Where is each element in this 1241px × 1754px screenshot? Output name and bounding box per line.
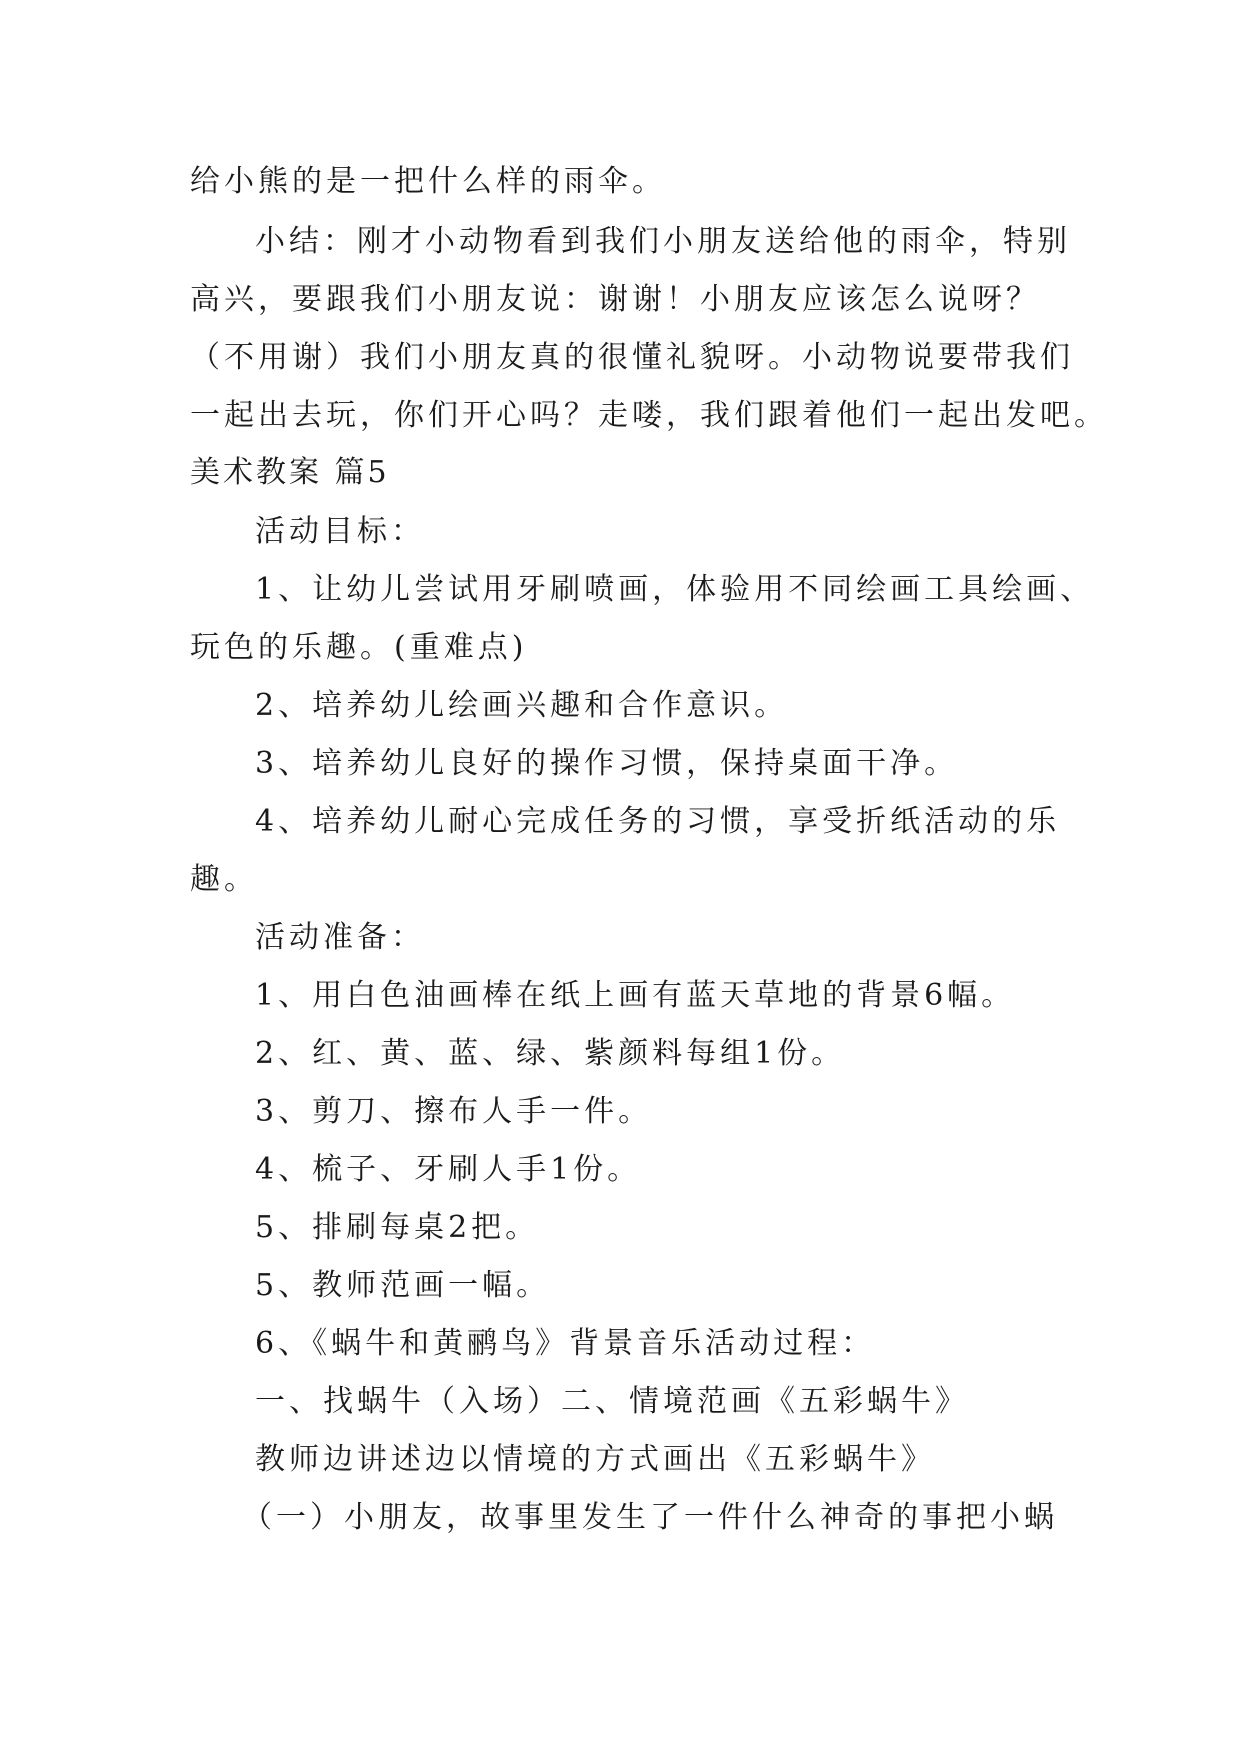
text-line-12: 4、培养幼儿耐心完成任务的习惯，享受折纸活动的乐 xyxy=(255,804,1061,839)
text-line-18: 4、梳子、牙刷人手1份。 xyxy=(255,1152,642,1187)
text-line-15: 1、用白色油画棒在纸上画有蓝天草地的背景6幅。 xyxy=(255,978,1016,1013)
text-line-19: 5、排刷每桌2把。 xyxy=(255,1210,540,1245)
text-line-9: 玩色的乐趣。(重难点) xyxy=(190,630,528,665)
text-line-1: 给小熊的是一把什么样的雨伞。 xyxy=(190,164,666,199)
text-line-8: 1、让幼儿尝试用牙刷喷画，体验用不同绘画工具绘画、 xyxy=(255,572,1095,607)
text-line-14: 活动准备： xyxy=(255,920,425,955)
text-line-10: 2、培养幼儿绘画兴趣和合作意识。 xyxy=(255,688,789,723)
text-line-20: 5、教师范画一幅。 xyxy=(255,1268,551,1303)
text-line-7: 活动目标： xyxy=(255,514,425,549)
text-line-24: （一）小朋友，故事里发生了一件什么神奇的事把小蜗 xyxy=(242,1500,1058,1535)
text-line-2: 小结：刚才小动物看到我们小朋友送给他的雨伞，特别 xyxy=(255,224,1071,259)
text-line-3: 高兴，要跟我们小朋友说：谢谢！小朋友应该怎么说呀？ xyxy=(190,282,1040,317)
text-line-16: 2、红、黄、蓝、绿、紫颜料每组1份。 xyxy=(255,1036,846,1071)
section-heading: 美术教案 篇5 xyxy=(190,455,390,490)
text-line-13: 趣。 xyxy=(190,862,258,897)
text-line-17: 3、剪刀、擦布人手一件。 xyxy=(255,1094,653,1129)
text-line-11: 3、培养幼儿良好的操作习惯，保持桌面干净。 xyxy=(255,746,959,781)
text-line-22: 一、找蜗牛（入场）二、情境范画《五彩蜗牛》 xyxy=(255,1384,969,1419)
text-line-21: 6、《蜗牛和黄鹂鸟》背景音乐活动过程： xyxy=(255,1326,876,1361)
text-line-5: 一起出去玩，你们开心吗？走喽，我们跟着他们一起出发吧。 xyxy=(190,398,1108,433)
text-line-23: 教师边讲述边以情境的方式画出《五彩蜗牛》 xyxy=(255,1442,935,1477)
text-line-4: （不用谢）我们小朋友真的很懂礼貌呀。小动物说要带我们 xyxy=(190,340,1074,375)
